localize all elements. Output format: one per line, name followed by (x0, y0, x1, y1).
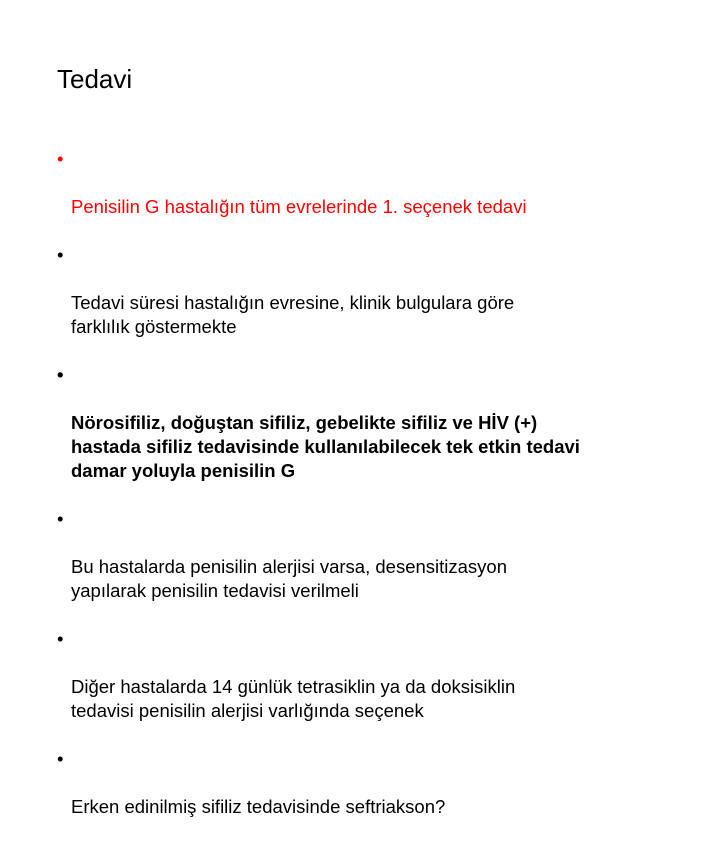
bullet-text: Erken edinilmiş sifiliz tedavisinde seftriakson? (71, 796, 446, 817)
bullet-text: Tedavi süresi hastalığın evresine, klinik bulgulara göre farklılık göstermekte (71, 292, 515, 337)
bullet-marker: • (57, 364, 64, 385)
bullet-text: Penisilin G hastalığın tüm evrelerinde 1. seçenek tedavi (71, 196, 527, 217)
bullet-text: Diğer hastalarda 14 günlük tetrasiklin ya da doksisiklin tedavisi penisilin alerjisi varlığında seçenek (71, 676, 516, 721)
bullet-marker: • (57, 244, 64, 265)
bullet-text: Nörosifiliz, doğuştan sifiliz, gebelikte sifiliz ve HİV (+) hastada sifiliz tedavisinde kullanılabilecek tek etkin tedavi damar yoluyla penisilin G (71, 412, 580, 481)
bullet-item (57, 627, 687, 747)
bullet-item (57, 147, 687, 243)
bullet-marker: • (57, 148, 64, 169)
bullet-list (57, 147, 687, 843)
slide-title: Tedavi (57, 64, 133, 94)
bullet-item (57, 507, 687, 627)
bullet-marker: • (57, 508, 64, 529)
bullet-marker: • (57, 748, 64, 769)
bullet-item (57, 747, 687, 843)
bullet-text: Bu hastalarda penisilin alerjisi varsa, desensitizasyon yapılarak penisilin tedavisi verilmeli (71, 556, 508, 601)
bullet-item (57, 243, 687, 363)
bullet-marker: • (57, 628, 64, 649)
bullet-item (57, 363, 687, 507)
